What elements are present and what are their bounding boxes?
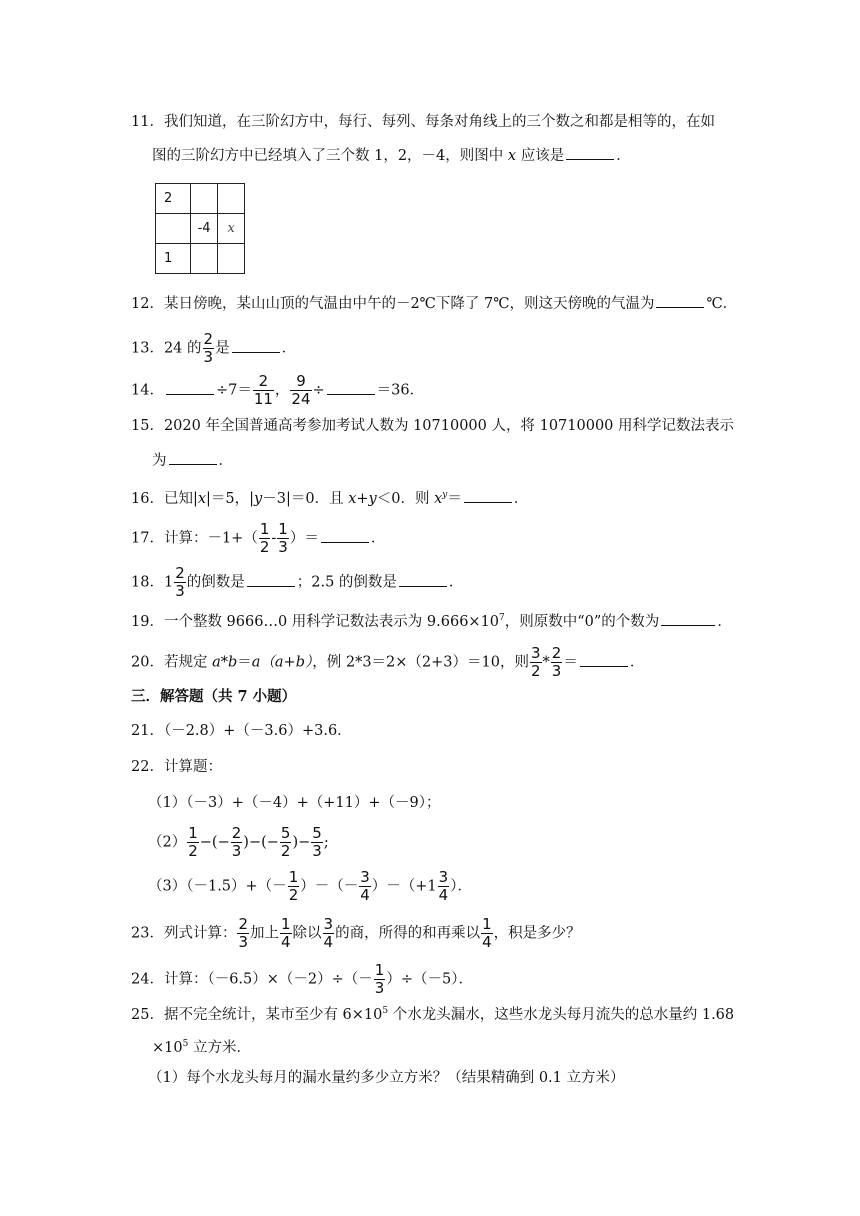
q16: 16．已知|x|＝5，|y－3|＝0．且 x+y＜0．则 $x^y=$ ． (131, 485, 528, 509)
answer-blank (321, 528, 369, 543)
q12-end: ℃． (706, 296, 738, 312)
answer-blank (464, 488, 512, 503)
grid-cell (190, 184, 218, 214)
fraction: $\frac{2}{3}$ (551, 644, 562, 680)
fraction: $\frac{1}{2}$ (259, 520, 270, 556)
q11-line2 (152, 145, 631, 166)
q24: 24．计算：（－6.5）×（－2）÷（－ $\frac{1}{3}$ ）÷（－5）． (131, 961, 473, 997)
answer-blank (169, 450, 217, 465)
grid-cell: -4 (190, 214, 218, 244)
q13-pre: 13．24 的 (131, 340, 202, 357)
q18: 18．1 $\frac{2}{3}$ 的倒数是 ；2.5 的倒数是 ． (131, 564, 464, 600)
q14-pre: 14． (131, 382, 164, 399)
q11-line1: 11．我们知道，在三阶幻方中，每行、每列、每条对角线上的三个数之和都是相等的，在如 (131, 114, 715, 130)
q14-div: ÷ (312, 382, 325, 399)
answer-blank (247, 572, 295, 587)
answer-blank (580, 652, 628, 667)
answer-blank (656, 293, 704, 308)
q12 (131, 293, 737, 314)
grid-cell: 1 (156, 244, 191, 274)
q11-x: x (507, 148, 517, 164)
q15-end: ． (218, 453, 233, 469)
q13 (131, 332, 296, 365)
q21: 21．（－2.8）+（－3.6）+3.6． (131, 723, 352, 739)
q14-end: ＝36． (376, 382, 425, 399)
q25-line2: $\times 10^5$ 立方米． (152, 1039, 251, 1056)
answer-blank (661, 611, 715, 626)
grid-cell-x: x (218, 214, 245, 244)
section-heading: 三．解答题（共 7 小题） (131, 688, 297, 705)
q12-text: 12．某日傍晚，某山山顶的气温由中午的－2℃下降了 7℃，则这天傍晚的气温为 (131, 296, 655, 312)
q25-line1: 25．据不完全统计，某市至少有 $6\times 10^5$ 个水龙头漏水，这些水龙头每月流失的总水量约 1.68 (131, 1006, 735, 1023)
q13-post: 是 (215, 340, 230, 357)
q23: 23．列式计算： $\frac{2}{3}$ 加上 $\frac{1}{4}$ 除以 $\frac{3}{4}$ 的商，所得的和再乘以 $\frac{1}{4}$ ，积是多少？ (131, 915, 581, 951)
q17: 17．计算：－1+（ $\frac{1}{2}$ - $\frac{1}{3}$ ）＝ ． (131, 520, 386, 556)
answer-blank (399, 572, 447, 587)
q22-part3: （3）（－1.5）+（－ $\frac{1}{2}$ ）－（－ $\frac{3}{4}$ ）－（+1 $\frac{3}{4}$ ）． (148, 868, 472, 904)
grid-cell (218, 184, 245, 214)
q19: 19．一个整数 9666…0 用科学记数法表示为 $9.666\times 10^7$，则原数中“0”的个数为 ． (131, 608, 732, 632)
grid-cell (156, 214, 191, 244)
q14-mid: ÷7＝ (215, 382, 252, 399)
answer-blank (166, 380, 214, 395)
answer-blank (327, 380, 375, 395)
fraction: $\frac{1}{3}$ (278, 520, 288, 556)
answer-blank (566, 145, 614, 160)
q25-part1: （1）每个水龙头每月的漏水量约多少立方米？（结果精确到 0.1 立方米） (148, 1070, 625, 1086)
fraction: $\frac{3}{2}$ (530, 644, 541, 680)
q13-end: ． (281, 340, 297, 357)
grid-cell (190, 244, 218, 274)
q11-text-b: 应该是 (516, 148, 565, 164)
q15-line2 (152, 450, 233, 471)
q11-text: 图的三阶幻方中已经填入了三个数 1，2，－4，则图中 (152, 148, 508, 164)
fraction: $\frac{2}{3}$ (175, 564, 185, 600)
q15-line1: 15．2020 年全国普通高考参加考试人数为 10710000 人，将 10710000 用科学记数法表示 (131, 418, 735, 434)
magic-square-grid (155, 183, 245, 274)
q15-pre: 为 (152, 453, 167, 469)
fraction: $\frac{9}{24}$ (291, 372, 311, 408)
grid-cell: 2 (156, 184, 191, 214)
q14 (131, 374, 424, 407)
q22-part1: （1）（－3）+（－4）+（+11）+（－9）； (148, 795, 441, 811)
fraction: $\frac{2}{3}$ (203, 330, 214, 366)
q22-title: 22．计算题： (131, 759, 222, 775)
fraction: $\frac{2}{11}$ (253, 372, 273, 408)
grid-cell (218, 244, 245, 274)
q14-sep: ， (274, 382, 290, 399)
q20: 20．若规定 a*b＝a（a+b），例 2*3＝2×（2+3）＝10，则 $\frac{3}{2}$ * $\frac{2}{3}$ ＝ ． (131, 644, 645, 680)
q22-part2: （2） $\frac{1}{2}$ −(− $\frac{2}{3}$ )−(− $\frac{5}{2}$ )− $\frac{5}{3}$ ; (148, 824, 329, 860)
q11-end: ． (616, 148, 631, 164)
answer-blank (232, 338, 280, 353)
